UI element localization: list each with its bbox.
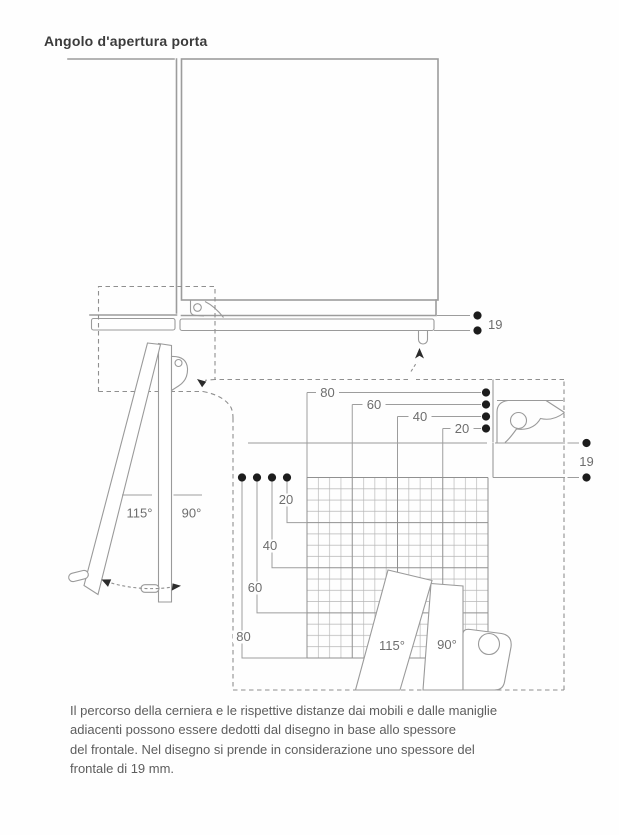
door-90-position xyxy=(159,344,172,603)
caption-line: frontale di 19 mm. xyxy=(70,760,175,776)
door-front-strip xyxy=(180,319,434,331)
callout-rect-border xyxy=(99,287,216,392)
dim-dot xyxy=(253,473,261,481)
dim-19-label: 19 xyxy=(488,317,503,332)
dim-20-label: 20 xyxy=(278,492,294,507)
swing-arrow-right-icon xyxy=(172,583,181,590)
dim-40-label: 40 xyxy=(262,538,278,553)
left-distance-dimensions xyxy=(233,473,307,658)
caption-line: del frontale. Nel disegno si prende in considerazione uno spessore del xyxy=(70,741,475,757)
detail-hinge-assembly xyxy=(497,401,565,443)
dim-dot xyxy=(238,473,246,481)
appliance-foot xyxy=(419,331,428,345)
detail-plan-view xyxy=(233,380,594,691)
dim-dot xyxy=(482,412,490,420)
callout-connector-curve xyxy=(203,392,233,419)
dim-dot xyxy=(268,473,276,481)
caption-line: Il percorso della cerniera e le rispettive distanze dai mobili e dalle maniglie xyxy=(70,703,498,718)
dim-dot xyxy=(473,311,481,319)
caption-line: adiacenti possono essere dedotti dal disegno in base allo spessore xyxy=(70,722,456,738)
hinge-arm-lines xyxy=(497,401,565,443)
appliance-body-outline xyxy=(182,59,439,300)
dim-dot xyxy=(482,400,490,408)
dim-dot xyxy=(482,388,490,396)
caption-paragraph xyxy=(70,701,590,778)
dim-19-label: 19 xyxy=(579,454,594,469)
detail-callout-arrow-icon xyxy=(197,379,206,387)
detail-dim-19 xyxy=(568,439,594,482)
dim-leader-lines xyxy=(434,316,470,331)
dim-20-label: 20 xyxy=(454,421,470,436)
door-swing-view xyxy=(68,343,202,602)
dim-40-label: 40 xyxy=(412,409,428,424)
angle-90-label: 90° xyxy=(181,505,202,521)
dim-leader-lines xyxy=(568,443,580,478)
dim-60-label: 60 xyxy=(366,397,382,412)
adjacent-plinth-strip xyxy=(92,319,176,331)
dim-60-label: 60 xyxy=(247,580,263,595)
foot-callout-arrow-icon xyxy=(415,348,424,359)
hinge-bracket-line xyxy=(191,300,205,316)
hinge-pivot-icon xyxy=(175,360,182,367)
main-side-view xyxy=(68,59,502,372)
dim-dot xyxy=(283,473,291,481)
dim-dot xyxy=(473,326,481,334)
dim-dot xyxy=(582,439,590,447)
detail-angle-115-label: 115° xyxy=(379,638,405,653)
angle-115-label: 115° xyxy=(126,505,153,521)
dim-80-label: 80 xyxy=(236,629,251,644)
foot-callout-leader xyxy=(411,362,417,372)
door-115-position xyxy=(84,343,161,595)
hinge-pivot-icon xyxy=(194,304,202,312)
swing-arrow-left-icon xyxy=(102,579,112,587)
top-distance-dimensions xyxy=(307,385,490,478)
dim-80-label: 80 xyxy=(320,385,335,400)
dim-dot xyxy=(582,473,590,481)
dim-dot xyxy=(482,424,490,432)
main-dim-19 xyxy=(434,311,502,334)
detail-angle-90-label: 90° xyxy=(437,637,457,652)
detail-hinge-pivot-icon xyxy=(479,634,500,655)
page-title: Angolo d'apertura porta xyxy=(44,33,208,49)
hinge-pivot-icon xyxy=(511,413,527,429)
